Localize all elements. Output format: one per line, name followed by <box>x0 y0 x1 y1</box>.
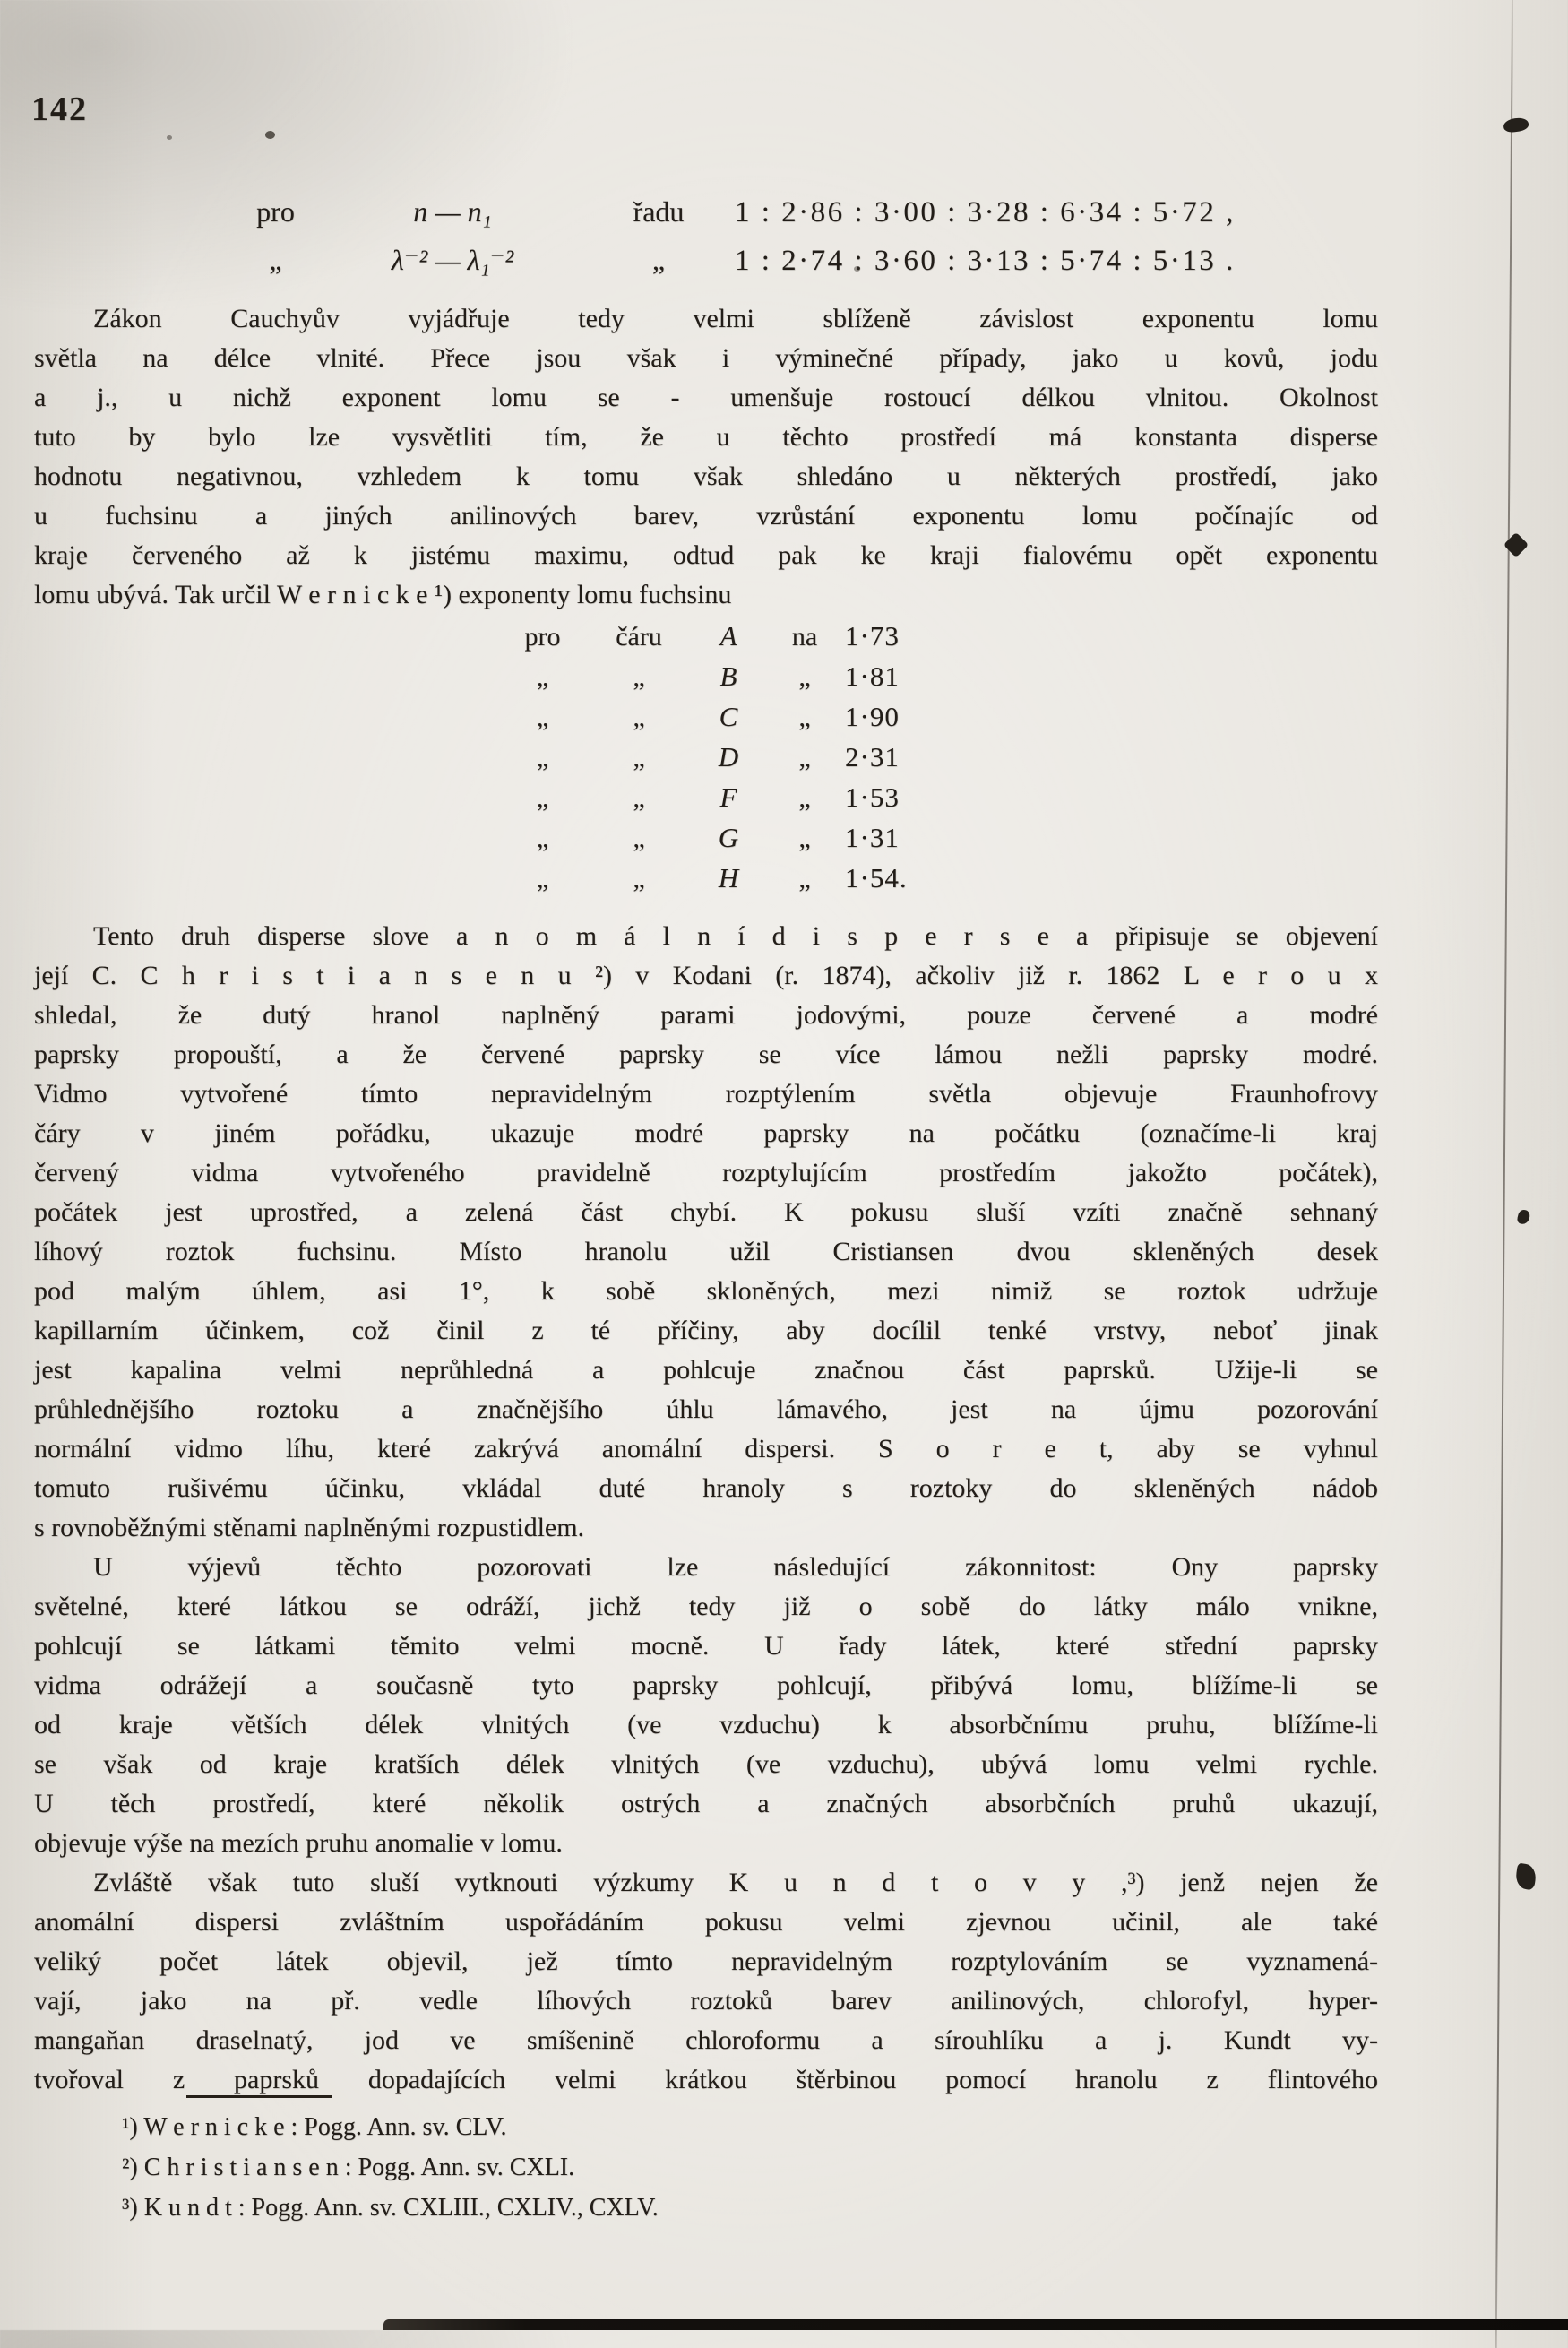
text-line: pod malým úhlem, asi 1°, k sobě skloněných, mezi nimiž se roztok udržuje <box>34 1276 1378 1306</box>
table-cell: 1·90 <box>845 701 900 732</box>
table-cell: „ <box>798 824 811 853</box>
text-line: hodnotu negativnou, vzhledem k tomu však shledáno u některých prostředí, jako <box>34 462 1378 491</box>
ink-blot <box>1503 117 1529 134</box>
paragraph-absorption-law <box>34 1548 1378 1863</box>
formula-expression: n — n₁ <box>413 195 492 228</box>
text-line: s rovnoběžnými stěnami naplněnými rozpustidlem. <box>34 1513 585 1542</box>
fuchsin-refraction-table <box>500 620 1378 902</box>
page-binding-crease <box>1495 0 1513 2348</box>
table-cell: B <box>719 660 737 692</box>
table-cell: „ <box>633 783 645 813</box>
table-cell: „ <box>633 824 645 853</box>
paragraph-cauchy-law <box>34 299 1378 615</box>
table-cell: „ <box>536 743 549 773</box>
text-line: tuto by bylo lze vysvětliti tím, že u těchto prostředí má konstanta disperse <box>34 422 1378 452</box>
table-cell: „ <box>536 824 549 853</box>
text-line: průhlednějšího roztoku a značnějšího úhlu lámavého, jest na újmu pozorování <box>34 1394 1378 1424</box>
text-line: Zákon Cauchyův vyjádřuje tedy velmi sblíženě závislost exponentu lomu <box>93 304 1378 333</box>
page-number: 142 <box>31 91 88 128</box>
text-line: paprsky propouští, a že červené paprsky se více lámou nežli paprsky modré. <box>34 1040 1378 1069</box>
text-line: veliký počet látek objevil, jež tímto nepravidelným rozptylováním se vyznamená- <box>34 1947 1378 1976</box>
text-line: červený vidma vytvořeného pravidelně rozptylujícím prostředím jakožto počátek), <box>34 1158 1378 1187</box>
table-cell: čáru <box>616 622 662 652</box>
table-cell: 1·54. <box>845 862 908 893</box>
table-cell: F <box>719 781 737 813</box>
text-line: se však od kraje kratších délek vlnitých (ve vzduchu), ubývá lomu velmi rychle. <box>34 1749 1378 1779</box>
paragraph-kundt-research <box>34 1863 1378 2100</box>
text-line: shledal, že dutý hranol naplněný parami jodovými, pouze červené a modré <box>34 1000 1378 1030</box>
text-line: a j., u nichž exponent lomu se - umenšuje rostoucí délkou vlnitou. Okolnost <box>34 383 1378 412</box>
table-cell: „ <box>536 662 549 692</box>
footnotes <box>34 2095 1378 2228</box>
table-cell: „ <box>536 864 549 893</box>
table-cell: „ <box>798 743 811 773</box>
formula-label: řadu <box>633 195 685 228</box>
text-line: vidma odrážejí a současně tyto paprsky pohlcují, přibývá lomu, blížíme-li se <box>34 1670 1378 1700</box>
text-line: světelné, které látkou se odráží, jichž tedy již o sobě do látky málo vnikne, <box>34 1592 1378 1621</box>
text-line: u fuchsinu a jiných anilinových barev, vzrůstání exponentu lomu počínajíc od <box>34 501 1378 531</box>
text-line: čáry v jiném pořádku, ukazuje modré paprsky na počátku (označíme-li kraj <box>34 1118 1378 1148</box>
text-line: Tento druh disperse slove a n o m á l n í d i s p e r s e a připisuje se objevení <box>93 921 1378 951</box>
table-row <box>500 701 1378 741</box>
text-line: anomální dispersi zvláštním uspořádáním pokusu velmi zjevnou učinil, ale také <box>34 1907 1378 1937</box>
table-row <box>500 741 1378 781</box>
table-cell: „ <box>633 662 645 692</box>
table-cell: „ <box>798 703 811 732</box>
text-line: pohlcují se látkami těmito velmi mocně. U řady látek, které střední paprsky <box>34 1631 1378 1661</box>
text-line: tomuto rušivému účinku, vkládal duté hranoly s roztoky do skleněných nádob <box>34 1473 1378 1503</box>
table-cell: „ <box>536 703 549 732</box>
table-row <box>500 781 1378 822</box>
scan-edge-shadow <box>383 2319 1568 2330</box>
formula-label: „ <box>269 244 282 276</box>
text-line: Zvláště však tuto sluší vytknouti výzkumy K u n d t o v y ,³) jenž nejen že <box>93 1868 1378 1897</box>
text-line: lomu ubývá. Tak určil W e r n i c k e ¹) exponenty lomu fuchsinu <box>34 580 732 609</box>
table-cell: 1·31 <box>845 822 900 853</box>
text-line: kraje červeného až k jistému maximu, odtud pak ke kraji fialovému opět exponentu <box>34 540 1378 570</box>
table-cell: „ <box>633 703 645 732</box>
formula-expression: λ⁻² — λ₁⁻² <box>391 244 514 276</box>
table-cell: „ <box>798 864 811 893</box>
table-cell: „ <box>798 662 811 692</box>
formula-label: pro <box>256 195 295 228</box>
table-cell: pro <box>524 622 561 652</box>
text-line: světla na délce vlnité. Přece jsou však i výminečné případy, jako u kovů, jodu <box>34 343 1378 373</box>
ink-speck <box>854 266 860 272</box>
table-cell: 1·73 <box>845 620 900 652</box>
footnote: ²) C h r i s t i a n s e n : Pogg. Ann. sv. CXLI. <box>122 2154 575 2181</box>
table-row <box>500 660 1378 701</box>
table-cell: A <box>719 620 737 652</box>
footnote: ¹) W e r n i c k e : Pogg. Ann. sv. CLV. <box>122 2113 507 2141</box>
footnote-separator-rule <box>186 2095 332 2098</box>
text-line: její C. C h r i s t i a n s e n u ²) v Kodani (r. 1874), ačkoliv již r. 1862 L e r o u x <box>34 961 1378 990</box>
body-text-column <box>34 299 1378 2100</box>
text-line: od kraje větších délek vlnitých (ve vzduchu) k absorbčnímu pruhu, blížíme-li <box>34 1710 1378 1739</box>
text-line: U výjevů těchto pozorovati lze následující zákonnitost: Ony paprsky <box>93 1552 1378 1582</box>
formula-row <box>228 243 1357 290</box>
table-cell: C <box>719 701 738 732</box>
text-line: líhový roztok fuchsinu. Místo hranolu užil Cristiansen dvou skleněných desek <box>34 1237 1378 1266</box>
table-cell: „ <box>536 783 549 813</box>
table-row <box>500 620 1378 660</box>
footnote: ³) K u n d t : Pogg. Ann. sv. CXLIII., CXLIV., CXLV. <box>122 2194 659 2222</box>
table-cell: „ <box>633 864 645 893</box>
text-line: jest kapalina velmi neprůhledná a pohlcuje značnou část paprsků. Užije-li se <box>34 1355 1378 1385</box>
table-cell: 1·81 <box>845 660 900 692</box>
text-line: tvořoval z paprsků dopadajících velmi krátkou štěrbinou pomocí hranolu z flintového <box>34 2065 1378 2094</box>
ink-blot <box>1514 1863 1538 1891</box>
ink-speck <box>265 131 275 139</box>
ink-speck <box>167 135 172 140</box>
text-line: normální vidmo líhu, které zakrývá anomální dispersi. S o r e t, aby se vyhnul <box>34 1434 1378 1463</box>
formula-label: „ <box>651 244 666 276</box>
text-line: objevuje výše na mezích pruhu anomalie v lomu. <box>34 1828 563 1858</box>
table-row <box>500 862 1378 902</box>
formula-ratio-series: 1 : 2·74 : 3·60 : 3·13 : 5·74 : 5·13 . <box>735 245 1236 277</box>
table-cell: 2·31 <box>845 741 900 773</box>
paragraph-anomalous-dispersion <box>34 917 1378 1548</box>
ink-blot <box>1516 1209 1530 1226</box>
text-line: U těch prostředí, které několik ostrých a značných absorbčních pruhů ukazují, <box>34 1789 1378 1818</box>
table-cell: H <box>718 862 739 893</box>
table-cell: 1·53 <box>845 781 900 813</box>
table-cell: D <box>718 741 739 773</box>
text-line: kapillarním účinkem, což činil z té příčiny, aby docílil tenké vrstvy, neboť jinak <box>34 1316 1378 1345</box>
table-row <box>500 822 1378 862</box>
text-line: vají, jako na př. vedle líhových roztoků barev anilinových, chlorofyl, hyper- <box>34 1986 1378 2016</box>
text-line: mangaňan draselnatý, jod ve smíšenině chloroformu a sírouhlíku a j. Kundt vy- <box>34 2025 1378 2055</box>
text-line: počátek jest uprostřed, a zelená část chybí. K pokusu sluší vzíti značně sehnaný <box>34 1197 1378 1227</box>
text-line: Vidmo vytvořené tímto nepravidelným rozptýlením světla objevuje Fraunhofrovy <box>34 1079 1378 1109</box>
formula-row <box>228 195 1357 243</box>
table-cell: „ <box>633 743 645 773</box>
formula-ratio-series: 1 : 2·86 : 3·00 : 3·28 : 6·34 : 5·72 , <box>735 196 1236 229</box>
dispersion-ratio-formula <box>228 195 1357 290</box>
table-cell: „ <box>798 783 811 813</box>
table-cell: G <box>718 822 739 853</box>
table-cell: na <box>791 622 818 652</box>
